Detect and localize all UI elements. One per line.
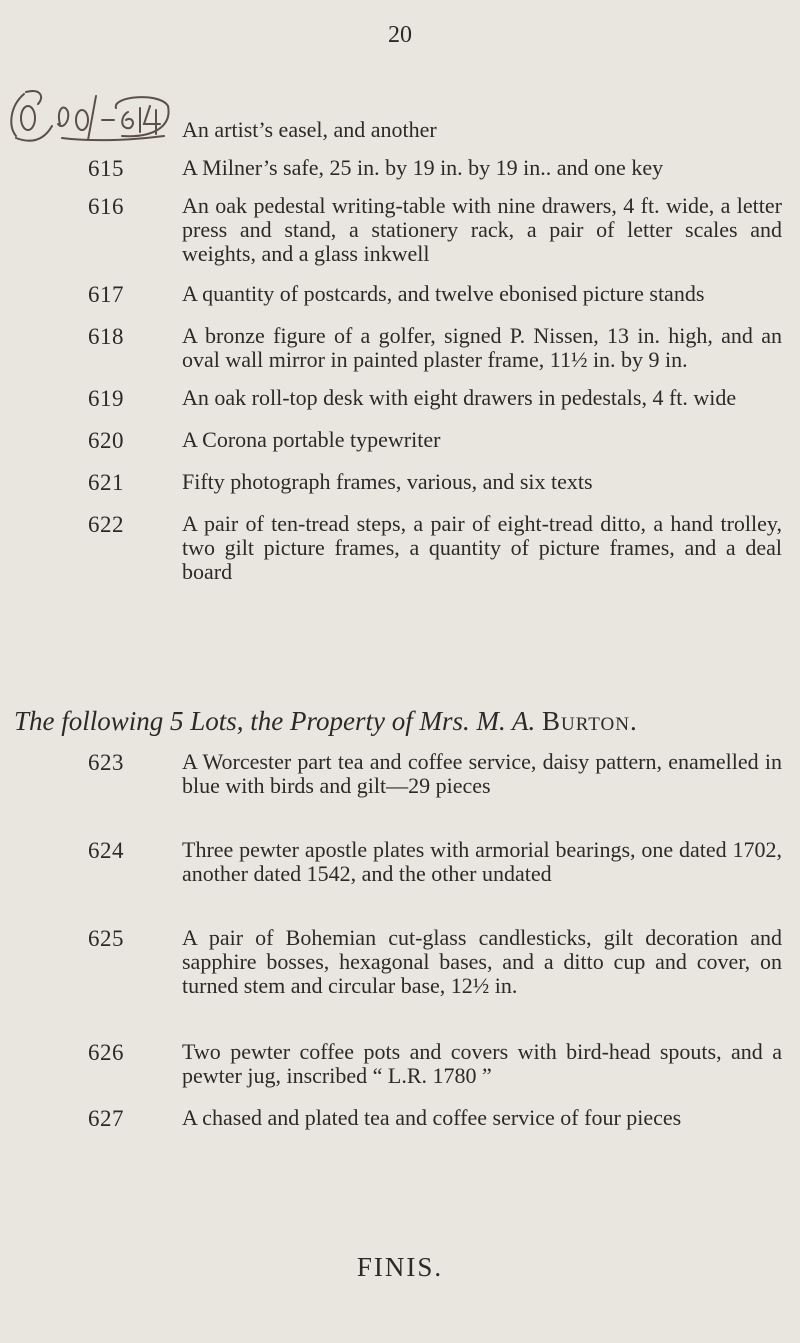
- lot-number: 617: [88, 282, 124, 307]
- lot-number: 616: [88, 194, 124, 219]
- lot-number: 618: [88, 324, 124, 349]
- lot-description: A quantity of postcards, and twelve ebonised picture stands: [182, 281, 705, 306]
- lot-description: Two pewter coffee pots and covers with bird-head spouts, and a pewter jug, inscribed “ L.R. 1780 ”: [182, 1039, 782, 1088]
- lot-number: 625: [88, 926, 124, 951]
- lot-number: 621: [88, 470, 124, 495]
- lot-description: An artist’s easel, and another: [182, 117, 437, 142]
- page-number: 20: [388, 22, 412, 48]
- lot-description: An oak pedestal writing-table with nine drawers, 4 ft. wide, a letter press and stand, a stationery rack, a pair of letter scales and weights, and a glass inkwell: [182, 193, 782, 266]
- finis-text: FINIS.: [356, 1252, 444, 1282]
- lot-number: 622: [88, 512, 124, 537]
- lot-number: 620: [88, 428, 124, 453]
- section-heading-owner: Burton.: [542, 706, 638, 736]
- lot-number: 627: [88, 1106, 124, 1131]
- lot-description: A chased and plated tea and coffee service of four pieces: [182, 1105, 682, 1130]
- lot-number: 626: [88, 1040, 124, 1065]
- lot-description: Fifty photograph frames, various, and six texts: [182, 469, 593, 494]
- lot-description: Three pewter apostle plates with armorial bearings, one dated 1702, another dated 1542, and the other undated: [182, 837, 782, 886]
- lot-description: A Milner’s safe, 25 in. by 19 in. by 19 in.. and one key: [182, 155, 664, 180]
- lot-number: 623: [88, 750, 124, 775]
- section-heading-text: The following 5 Lots, the Property of Mrs. M. A.: [14, 706, 536, 736]
- lot-number: 619: [88, 386, 124, 411]
- handwritten-annotation: [4, 86, 174, 146]
- lot-description: A pair of ten-tread steps, a pair of eight-tread ditto, a hand trolley, two gilt picture frames, a quantity of picture frames, and a deal board: [182, 511, 782, 584]
- section-heading: [14, 706, 794, 737]
- lot-description: A Worcester part tea and coffee service, daisy pattern, enamelled in blue with birds and gilt—29 pieces: [182, 749, 782, 798]
- lot-description: An oak roll-top desk with eight drawers in pedestals, 4 ft. wide: [182, 385, 737, 410]
- lot-description: A bronze figure of a golfer, signed P. Nissen, 13 in. high, and an oval wall mirror in painted plaster frame, 11½ in. by 9 in.: [182, 323, 782, 372]
- lot-description: A pair of Bohemian cut-glass candlesticks, gilt decoration and sapphire bosses, hexagonal bases, and a ditto cup and cover, on turned stem and circular base, 12½ in.: [182, 925, 782, 998]
- lot-number: 624: [88, 838, 124, 863]
- lot-description: A Corona portable typewriter: [182, 427, 441, 452]
- lot-number: 615: [88, 156, 124, 181]
